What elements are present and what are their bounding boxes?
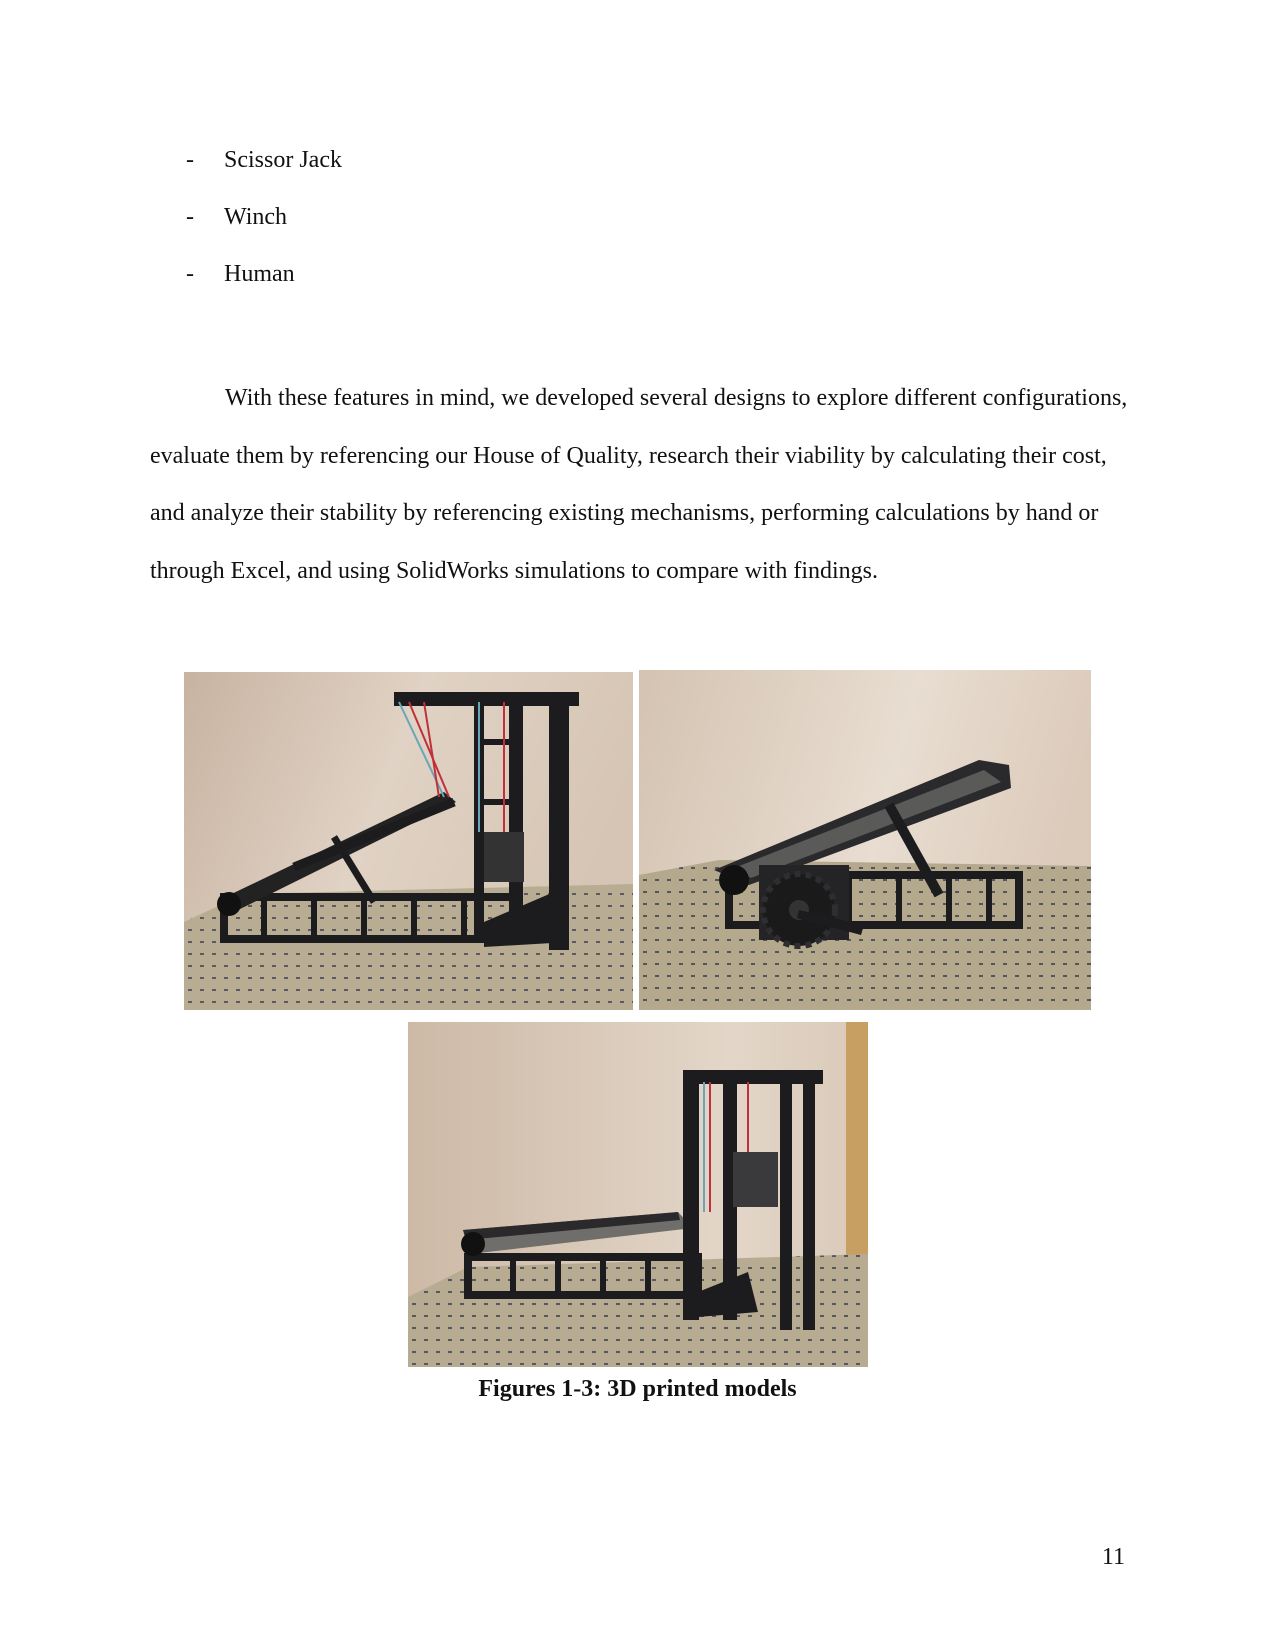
figure-photo-3 — [408, 1022, 868, 1367]
bullet-label: Human — [224, 261, 295, 287]
body-paragraph: With these features in mind, we developed several designs to explore different configurations, evaluate them by referencing our House of Quality, research their viability by calculating their cost, and analyze their stability by referencing existing mechanisms, performing calculations by hand or through Excel, and using SolidWorks simulations to compare with findings. — [150, 385, 1128, 584]
bullet-marker: - — [186, 147, 194, 173]
bullet-label: Scissor Jack — [224, 147, 342, 173]
bullet-marker: - — [186, 204, 194, 230]
bullet-label: Winch — [224, 204, 288, 230]
figure-caption: Figures 1-3: 3D printed models — [478, 1376, 797, 1402]
figure-photo-2 — [639, 670, 1091, 1010]
page-number: 11 — [1101, 1544, 1125, 1570]
bullet-marker: - — [186, 261, 194, 287]
figure-photo-1 — [184, 672, 633, 1010]
